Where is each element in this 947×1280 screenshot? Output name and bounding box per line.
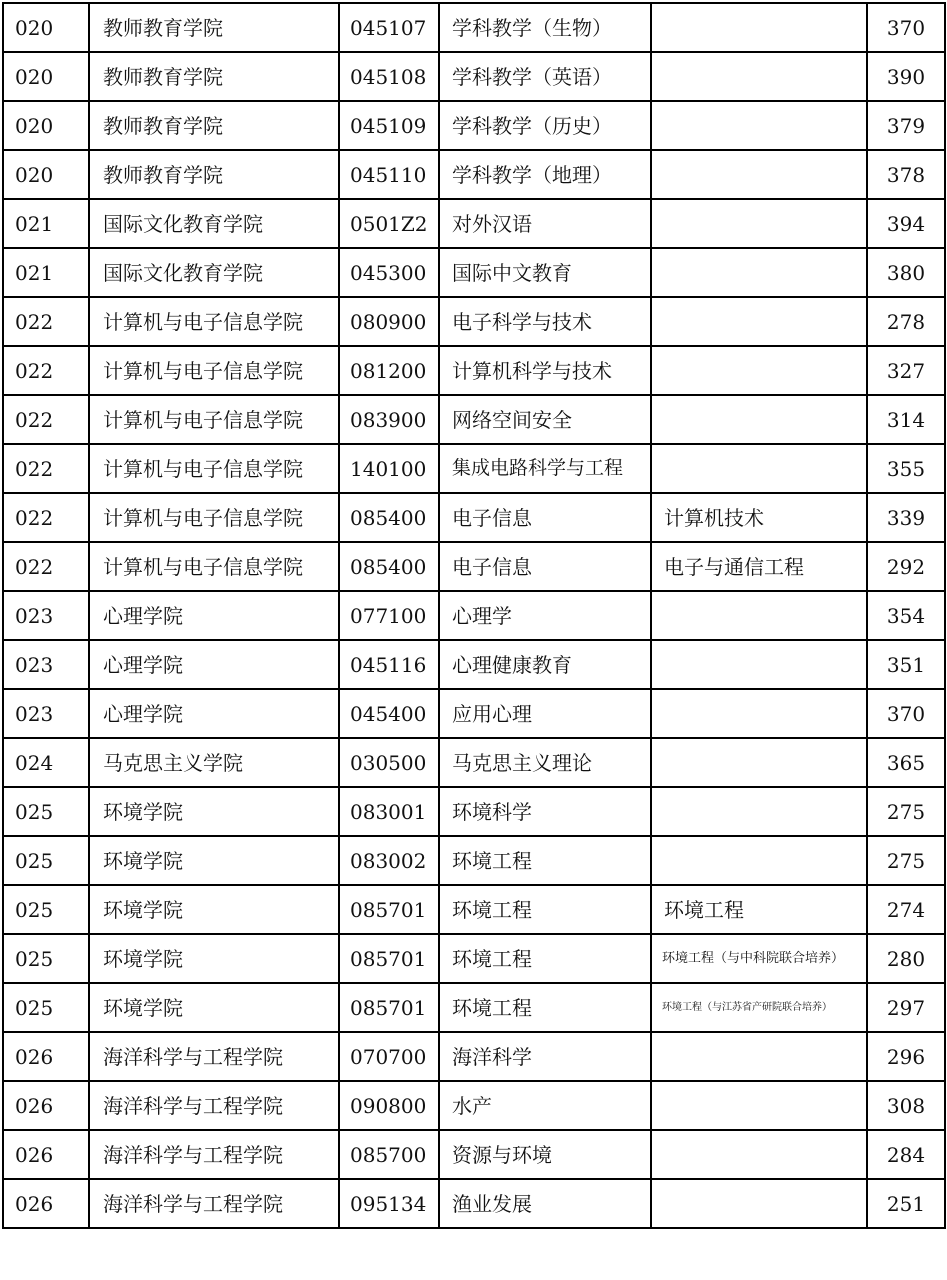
major-code-cell: 085400 <box>339 493 439 542</box>
score-cell: 370 <box>867 3 945 52</box>
direction-cell: 环境工程 <box>651 885 867 934</box>
major-code-cell: 045110 <box>339 150 439 199</box>
table-row <box>3 934 945 983</box>
major-code-cell: 085701 <box>339 934 439 983</box>
college-name-cell: 教师教育学院 <box>89 150 339 199</box>
score-cell: 292 <box>867 542 945 591</box>
major-name-cell: 集成电路科学与工程 <box>439 444 651 493</box>
college-name-cell: 环境学院 <box>89 787 339 836</box>
table-row <box>3 3 945 52</box>
table-row <box>3 591 945 640</box>
score-cell: 284 <box>867 1130 945 1179</box>
major-code-cell: 045109 <box>339 101 439 150</box>
score-cell: 394 <box>867 199 945 248</box>
college-code-cell: 025 <box>3 787 89 836</box>
score-cell: 327 <box>867 346 945 395</box>
major-code-cell: 077100 <box>339 591 439 640</box>
major-name-cell: 环境工程 <box>439 934 651 983</box>
major-name-cell: 学科教学（生物） <box>439 3 651 52</box>
college-name-cell: 海洋科学与工程学院 <box>89 1179 339 1228</box>
college-code-cell: 023 <box>3 689 89 738</box>
direction-cell <box>651 346 867 395</box>
major-name-cell: 环境科学 <box>439 787 651 836</box>
table-row <box>3 346 945 395</box>
college-name-cell: 计算机与电子信息学院 <box>89 542 339 591</box>
score-table <box>2 2 946 1229</box>
direction-cell <box>651 640 867 689</box>
major-code-cell: 045300 <box>339 248 439 297</box>
college-name-cell: 环境学院 <box>89 934 339 983</box>
direction-cell <box>651 150 867 199</box>
table-row <box>3 52 945 101</box>
major-code-cell: 081200 <box>339 346 439 395</box>
college-code-cell: 022 <box>3 297 89 346</box>
direction-cell <box>651 689 867 738</box>
table-row <box>3 150 945 199</box>
direction-cell <box>651 591 867 640</box>
score-cell: 355 <box>867 444 945 493</box>
college-name-cell: 计算机与电子信息学院 <box>89 493 339 542</box>
direction-cell <box>651 738 867 787</box>
college-code-cell: 025 <box>3 885 89 934</box>
major-name-cell: 计算机科学与技术 <box>439 346 651 395</box>
college-name-cell: 心理学院 <box>89 591 339 640</box>
direction-cell: 环境工程（与中科院联合培养） <box>651 934 867 983</box>
major-code-cell: 045116 <box>339 640 439 689</box>
score-cell: 296 <box>867 1032 945 1081</box>
score-cell: 275 <box>867 836 945 885</box>
college-code-cell: 023 <box>3 591 89 640</box>
major-code-cell: 090800 <box>339 1081 439 1130</box>
score-cell: 251 <box>867 1179 945 1228</box>
college-name-cell: 马克思主义学院 <box>89 738 339 787</box>
direction-cell <box>651 101 867 150</box>
table-body <box>3 3 945 1228</box>
major-name-cell: 国际中文教育 <box>439 248 651 297</box>
direction-cell <box>651 3 867 52</box>
major-code-cell: 083900 <box>339 395 439 444</box>
score-cell: 370 <box>867 689 945 738</box>
major-code-cell: 085700 <box>339 1130 439 1179</box>
direction-cell <box>651 1032 867 1081</box>
major-code-cell: 085701 <box>339 983 439 1032</box>
major-code-cell: 045108 <box>339 52 439 101</box>
major-name-cell: 对外汉语 <box>439 199 651 248</box>
college-name-cell: 教师教育学院 <box>89 52 339 101</box>
college-name-cell: 环境学院 <box>89 836 339 885</box>
college-name-cell: 海洋科学与工程学院 <box>89 1032 339 1081</box>
major-name-cell: 应用心理 <box>439 689 651 738</box>
table-row <box>3 199 945 248</box>
major-name-cell: 学科教学（英语） <box>439 52 651 101</box>
direction-cell <box>651 836 867 885</box>
college-name-cell: 国际文化教育学院 <box>89 248 339 297</box>
major-code-cell: 095134 <box>339 1179 439 1228</box>
college-name-cell: 教师教育学院 <box>89 101 339 150</box>
college-code-cell: 022 <box>3 444 89 493</box>
college-name-cell: 计算机与电子信息学院 <box>89 297 339 346</box>
score-cell: 351 <box>867 640 945 689</box>
table-row <box>3 983 945 1032</box>
direction-cell <box>651 444 867 493</box>
college-code-cell: 020 <box>3 3 89 52</box>
major-name-cell: 马克思主义理论 <box>439 738 651 787</box>
table-row <box>3 248 945 297</box>
college-name-cell: 国际文化教育学院 <box>89 199 339 248</box>
college-code-cell: 022 <box>3 346 89 395</box>
major-name-cell: 水产 <box>439 1081 651 1130</box>
major-code-cell: 140100 <box>339 444 439 493</box>
college-name-cell: 心理学院 <box>89 640 339 689</box>
direction-cell <box>651 1179 867 1228</box>
major-name-cell: 渔业发展 <box>439 1179 651 1228</box>
major-name-cell: 电子信息 <box>439 493 651 542</box>
college-name-cell: 海洋科学与工程学院 <box>89 1130 339 1179</box>
major-name-cell: 心理学 <box>439 591 651 640</box>
score-cell: 354 <box>867 591 945 640</box>
college-code-cell: 023 <box>3 640 89 689</box>
score-cell: 339 <box>867 493 945 542</box>
college-code-cell: 025 <box>3 983 89 1032</box>
college-code-cell: 026 <box>3 1081 89 1130</box>
college-code-cell: 025 <box>3 934 89 983</box>
major-name-cell: 海洋科学 <box>439 1032 651 1081</box>
table-row <box>3 689 945 738</box>
major-name-cell: 环境工程 <box>439 885 651 934</box>
direction-cell <box>651 52 867 101</box>
major-code-cell: 083002 <box>339 836 439 885</box>
college-code-cell: 025 <box>3 836 89 885</box>
score-cell: 297 <box>867 983 945 1032</box>
college-code-cell: 020 <box>3 150 89 199</box>
college-code-cell: 026 <box>3 1179 89 1228</box>
major-code-cell: 045400 <box>339 689 439 738</box>
college-code-cell: 021 <box>3 248 89 297</box>
major-code-cell: 085400 <box>339 542 439 591</box>
table-row <box>3 493 945 542</box>
table-row <box>3 640 945 689</box>
major-name-cell: 学科教学（历史） <box>439 101 651 150</box>
major-code-cell: 070700 <box>339 1032 439 1081</box>
direction-cell <box>651 248 867 297</box>
table-row <box>3 836 945 885</box>
major-name-cell: 网络空间安全 <box>439 395 651 444</box>
college-name-cell: 环境学院 <box>89 885 339 934</box>
college-code-cell: 020 <box>3 101 89 150</box>
table-row <box>3 444 945 493</box>
direction-cell <box>651 199 867 248</box>
college-code-cell: 022 <box>3 395 89 444</box>
score-cell: 314 <box>867 395 945 444</box>
score-cell: 379 <box>867 101 945 150</box>
direction-cell: 电子与通信工程 <box>651 542 867 591</box>
table-row <box>3 1130 945 1179</box>
direction-cell <box>651 395 867 444</box>
major-code-cell: 0501Z2 <box>339 199 439 248</box>
major-code-cell: 045107 <box>339 3 439 52</box>
college-name-cell: 教师教育学院 <box>89 3 339 52</box>
table-row <box>3 542 945 591</box>
major-code-cell: 030500 <box>339 738 439 787</box>
table-row <box>3 787 945 836</box>
college-name-cell: 环境学院 <box>89 983 339 1032</box>
direction-cell <box>651 787 867 836</box>
major-name-cell: 学科教学（地理） <box>439 150 651 199</box>
major-code-cell: 080900 <box>339 297 439 346</box>
table-row <box>3 885 945 934</box>
major-name-cell: 电子科学与技术 <box>439 297 651 346</box>
major-name-cell: 环境工程 <box>439 836 651 885</box>
score-cell: 280 <box>867 934 945 983</box>
college-name-cell: 心理学院 <box>89 689 339 738</box>
direction-cell <box>651 1130 867 1179</box>
direction-cell: 环境工程（与江苏省产研院联合培养） <box>651 983 867 1032</box>
score-cell: 378 <box>867 150 945 199</box>
major-name-cell: 电子信息 <box>439 542 651 591</box>
college-code-cell: 024 <box>3 738 89 787</box>
major-name-cell: 环境工程 <box>439 983 651 1032</box>
college-name-cell: 计算机与电子信息学院 <box>89 444 339 493</box>
college-name-cell: 海洋科学与工程学院 <box>89 1081 339 1130</box>
college-name-cell: 计算机与电子信息学院 <box>89 346 339 395</box>
direction-cell <box>651 1081 867 1130</box>
college-code-cell: 026 <box>3 1130 89 1179</box>
major-code-cell: 085701 <box>339 885 439 934</box>
major-code-cell: 083001 <box>339 787 439 836</box>
score-cell: 275 <box>867 787 945 836</box>
score-cell: 380 <box>867 248 945 297</box>
direction-cell: 计算机技术 <box>651 493 867 542</box>
score-cell: 278 <box>867 297 945 346</box>
college-name-cell: 计算机与电子信息学院 <box>89 395 339 444</box>
table-row <box>3 297 945 346</box>
major-name-cell: 心理健康教育 <box>439 640 651 689</box>
table-row <box>3 101 945 150</box>
college-code-cell: 022 <box>3 542 89 591</box>
table-row <box>3 1081 945 1130</box>
table-row <box>3 1179 945 1228</box>
score-cell: 365 <box>867 738 945 787</box>
score-cell: 308 <box>867 1081 945 1130</box>
table-row <box>3 1032 945 1081</box>
college-code-cell: 022 <box>3 493 89 542</box>
table-row <box>3 738 945 787</box>
direction-cell <box>651 297 867 346</box>
major-name-cell: 资源与环境 <box>439 1130 651 1179</box>
score-cell: 274 <box>867 885 945 934</box>
college-code-cell: 021 <box>3 199 89 248</box>
score-cell: 390 <box>867 52 945 101</box>
college-code-cell: 020 <box>3 52 89 101</box>
table-row <box>3 395 945 444</box>
college-code-cell: 026 <box>3 1032 89 1081</box>
